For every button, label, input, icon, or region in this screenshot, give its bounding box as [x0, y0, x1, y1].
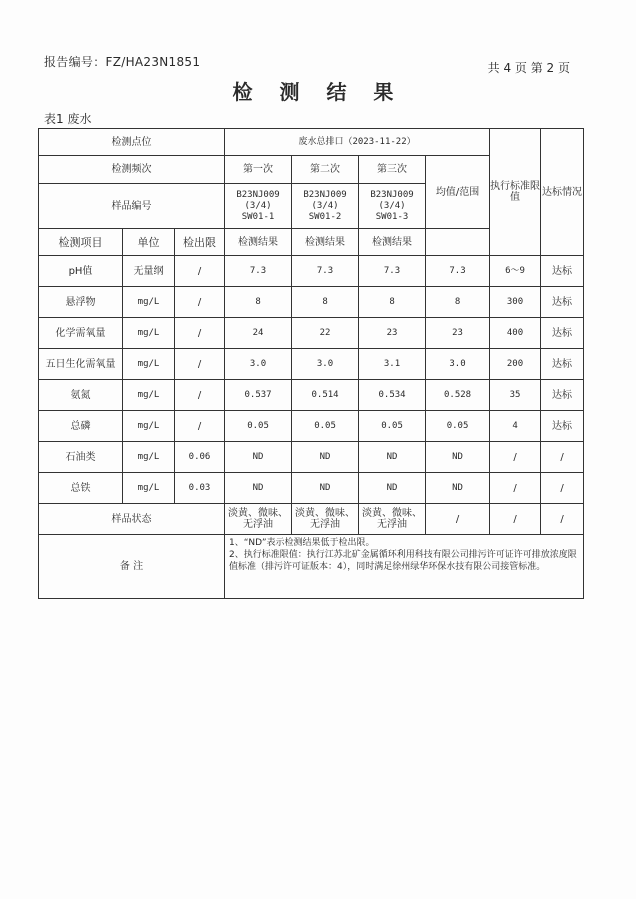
result-2: 7.3: [292, 256, 359, 287]
result-avg: 23: [426, 318, 490, 349]
unit-label: 单位: [123, 229, 175, 256]
result-std: 6～9: [490, 256, 541, 287]
item-name: 石油类: [39, 442, 123, 473]
table-row: [39, 411, 584, 442]
table-row: [39, 473, 584, 504]
result-avg: 0.528: [426, 380, 490, 411]
result-3: 3.1: [359, 349, 426, 380]
result-1: 7.3: [225, 256, 292, 287]
result-status: 达标: [541, 318, 584, 349]
result-2: 8: [292, 287, 359, 318]
result-1: 3.0: [225, 349, 292, 380]
item-unit: mg/L: [123, 442, 175, 473]
sample-label: 样品编号: [39, 184, 225, 229]
result-status: 达标: [541, 380, 584, 411]
result-1: 8: [225, 287, 292, 318]
sample-1: B23NJ009 (3/4) SW01-1: [225, 184, 292, 229]
remark-label: 备 注: [39, 535, 225, 599]
result-status: 达标: [541, 287, 584, 318]
sample-3: B23NJ009 (3/4) SW01-3: [359, 184, 426, 229]
table-row: [39, 442, 584, 473]
sample-state-3: 淡黄、微味、无浮油: [359, 504, 426, 535]
result-std: 4: [490, 411, 541, 442]
item-limit: 0.03: [175, 473, 225, 504]
item-limit: /: [175, 318, 225, 349]
sample-state-std: /: [490, 504, 541, 535]
item-limit: /: [175, 287, 225, 318]
sample-state-1: 淡黄、微味、无浮油: [225, 504, 292, 535]
result-status: /: [541, 473, 584, 504]
item-unit: mg/L: [123, 287, 175, 318]
item-limit: /: [175, 380, 225, 411]
point-value: 废水总排口（2023-11-22）: [225, 129, 490, 156]
item-name: 五日生化需氧量: [39, 349, 123, 380]
item-unit: mg/L: [123, 411, 175, 442]
result-2: 0.05: [292, 411, 359, 442]
page-info: 共 4 页 第 2 页: [487, 61, 570, 75]
item-name: pH值: [39, 256, 123, 287]
item-unit: mg/L: [123, 473, 175, 504]
table-row: [39, 287, 584, 318]
freq-3: 第三次: [359, 156, 426, 184]
result-3: 8: [359, 287, 426, 318]
item-name: 悬浮物: [39, 287, 123, 318]
result-2: 0.514: [292, 380, 359, 411]
item-unit: 无量纲: [123, 256, 175, 287]
item-name: 总铁: [39, 473, 123, 504]
result-1: ND: [225, 473, 292, 504]
std-label: 执行标准限值: [490, 129, 541, 256]
freq-label: 检测频次: [39, 156, 225, 184]
point-label: 检测点位: [39, 129, 225, 156]
table-row: [39, 256, 584, 287]
result-1: 0.05: [225, 411, 292, 442]
remark-row: [39, 535, 584, 599]
result-avg: 3.0: [426, 349, 490, 380]
result-status: /: [541, 442, 584, 473]
table-row: [39, 349, 584, 380]
item-name: 氨氮: [39, 380, 123, 411]
result-status: 达标: [541, 349, 584, 380]
result-std: 300: [490, 287, 541, 318]
result-status: 达标: [541, 411, 584, 442]
result-std: /: [490, 442, 541, 473]
result-avg: 7.3: [426, 256, 490, 287]
result-avg: ND: [426, 473, 490, 504]
report-number: 报告编号：FZ/HA23N1851: [44, 55, 201, 69]
result-1: 24: [225, 318, 292, 349]
results-table: [38, 128, 584, 599]
result-1: ND: [225, 442, 292, 473]
item-unit: mg/L: [123, 318, 175, 349]
sample-state-label: 样品状态: [39, 504, 225, 535]
result-2: 22: [292, 318, 359, 349]
result-2: 3.0: [292, 349, 359, 380]
result-1: 0.537: [225, 380, 292, 411]
result-avg: 8: [426, 287, 490, 318]
avg-label: 均值/范围: [426, 156, 490, 229]
item-label: 检测项目: [39, 229, 123, 256]
sample-2: B23NJ009 (3/4) SW01-2: [292, 184, 359, 229]
result-avg: ND: [426, 442, 490, 473]
result-label-3: 检测结果: [359, 229, 426, 256]
point-row: [39, 129, 584, 156]
result-3: 0.05: [359, 411, 426, 442]
sample-state-row: [39, 504, 584, 535]
table-row: [39, 318, 584, 349]
item-limit: /: [175, 411, 225, 442]
result-std: 200: [490, 349, 541, 380]
result-2: ND: [292, 442, 359, 473]
item-name: 总磷: [39, 411, 123, 442]
result-3: 0.534: [359, 380, 426, 411]
remark-line-2: 2、执行标准限值：执行江苏北矿金属循环利用科技有限公司排污许可证许可排放浓度限值标准（排污许可证版本：4），同时满足徐州绿华环保水技有限公司接管标准。: [229, 550, 577, 572]
result-3: ND: [359, 442, 426, 473]
table-row: [39, 380, 584, 411]
item-unit: mg/L: [123, 380, 175, 411]
remark-text: [225, 535, 584, 599]
item-unit: mg/L: [123, 349, 175, 380]
result-3: ND: [359, 473, 426, 504]
freq-1: 第一次: [225, 156, 292, 184]
result-std: 35: [490, 380, 541, 411]
result-status: 达标: [541, 256, 584, 287]
result-3: 7.3: [359, 256, 426, 287]
avg-header-empty: [426, 229, 490, 256]
result-3: 23: [359, 318, 426, 349]
remark-line-1: 1、“ND”表示检测结果低于检出限。: [229, 538, 375, 548]
result-avg: 0.05: [426, 411, 490, 442]
item-limit: 0.06: [175, 442, 225, 473]
sample-state-status: /: [541, 504, 584, 535]
item-limit: /: [175, 349, 225, 380]
item-name: 化学需氧量: [39, 318, 123, 349]
sample-state-avg: /: [426, 504, 490, 535]
result-2: ND: [292, 473, 359, 504]
freq-2: 第二次: [292, 156, 359, 184]
page-title: 检 测 结 果: [232, 80, 404, 104]
status-label: 达标情况: [541, 129, 584, 256]
limit-label: 检出限: [175, 229, 225, 256]
result-std: 400: [490, 318, 541, 349]
item-limit: /: [175, 256, 225, 287]
sample-state-2: 淡黄、微味、无浮油: [292, 504, 359, 535]
result-std: /: [490, 473, 541, 504]
table-label: 表1 废水: [44, 112, 92, 126]
result-label-2: 检测结果: [292, 229, 359, 256]
result-label-1: 检测结果: [225, 229, 292, 256]
